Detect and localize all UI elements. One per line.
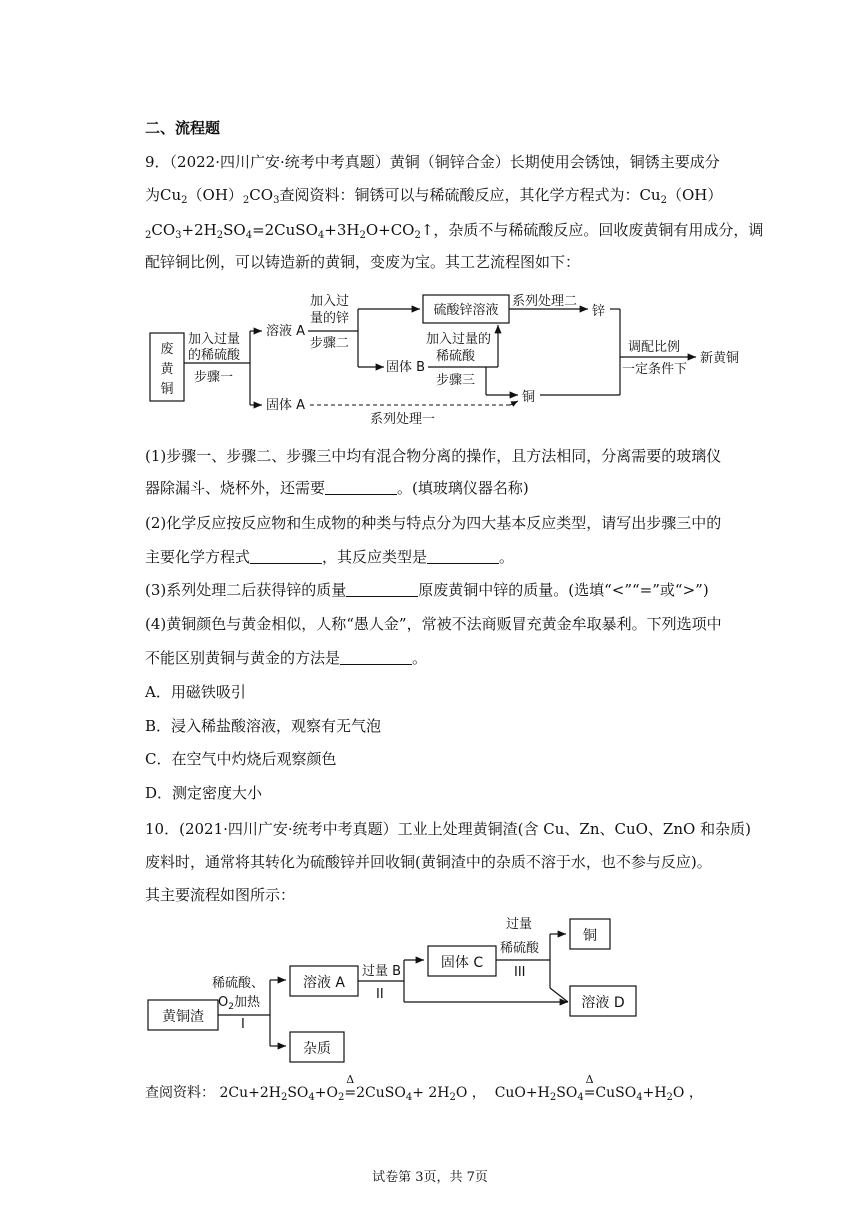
q10-line3: 其主要流程如图所示： [145,886,296,904]
excess-label: 过量 [506,917,533,932]
section-title: 二、流程题 [145,119,221,137]
series2-label: 系列处理二 [512,294,578,309]
step1-label: 步骤一 [194,370,234,385]
step-ii-label: II [376,987,384,1002]
znso4-label: 硫酸锌溶液 [433,303,499,318]
answer-blank[interactable] [427,549,499,564]
reference-equations: 查阅资料： $2Cu+2H_2SO_4+O_2$ Δ =2CuSO$_4$+ $2H_2O$ ， $CuO+H_2SO_4$ Δ $=CuSO_4+H_2O$ ， [145,1073,703,1103]
q9-sub2-line2: 主要化学方程式 ，其反应类型是 。 [145,548,515,566]
q10-solution-a-label: 溶液 A [302,975,346,991]
option-c[interactable]: C．在空气中灼烧后观察颜色 [145,750,337,768]
excess-b-label: 过量 B [362,964,402,979]
q9-sub3: (3)系列处理二后获得锌的质量 原废黄铜中锌的质量。(选填“<”“=”或“>”) [145,581,709,599]
q10-flow-diagram [140,908,660,1068]
series1-label: 系列处理一 [370,412,436,427]
impurity-label: 杂质 [303,1041,331,1057]
q9-flow-diagram [140,285,760,435]
option-b[interactable]: B．浸入稀盐酸溶液，观察有无气泡 [145,717,382,735]
answer-blank[interactable] [325,480,397,495]
add-acid-label-2: 的稀硫酸 [188,348,241,363]
add-acid3-label-1: 加入过量的 [426,332,492,347]
dil-acid-label: 稀硫酸、 [212,976,265,991]
q10-line1: 10．(2021·四川广安·统考中考真题）工业上处理黄铜渣(含 Cu、Zn、CuO、ZnO 和杂质) [145,820,751,838]
step-iii-label: III [514,965,526,980]
q9-sub4-line1: (4)黄铜颜色与黄金相似，人称“愚人金”，常被不法商贩冒充黄金牟取暴利。下列选项中 [145,615,722,633]
add-zinc-label-2: 量的锌 [310,311,350,326]
o2-heat-label: $O_2$加热 [218,995,260,1012]
option-d[interactable]: D．测定密度大小 [145,784,263,802]
q9-line1: 9．（2022·四川广安·统考中考真题）黄铜（铜锌合金）长期使用会锈蚀，铜锈主要成分 [145,153,720,171]
brass-slag-label: 黄铜渣 [162,1009,204,1025]
adjust-label-1: 调配比例 [628,340,681,355]
waste-char-3: 铜 [160,382,174,397]
step-i-label: I [241,1017,245,1032]
q9-sub4-line2: 不能区别黄铜与黄金的方法是 。 [145,649,428,667]
add-acid-label-1: 加入过量 [188,332,241,347]
zinc-label: 锌 [592,304,606,319]
step3-label: 步骤三 [436,373,476,388]
add-zinc-label-1: 加入过 [310,294,350,309]
q9-line4: 配锌铜比例，可以铸造新的黄铜，变废为宝。其工艺流程图如下： [145,253,581,271]
solid-a-label: 固体 A [266,398,306,413]
q9-sub1-line2: 器除漏斗、烧杯外，还需要 。(填玻璃仪器名称) [145,479,529,497]
waste-char-1: 废 [160,342,174,357]
q9-line2: 为$Cu_2(OH)_2CO_3$查阅资料：铜锈可以与稀硫酸反应，其化学方程式为：$Cu_2(OH)$ [145,186,723,206]
q9-sub2-line1: (2)化学反应按反应物和生成物的种类与特点分为四大基本反应类型，请写出步骤三中的 [145,514,722,532]
page-footer: 试卷第 3页，共 7页 [372,1170,488,1185]
step2-label: 步骤二 [310,336,350,351]
add-acid3-label-2: 稀硫酸 [436,349,476,364]
answer-blank[interactable] [340,650,412,665]
option-a[interactable]: A．用磁铁吸引 [145,683,246,701]
dil-acid2-label: 稀硫酸 [500,941,540,956]
q10-line2: 废料时，通常将其转化为硫酸锌并回收铜(黄铜渣中的杂质不溶于水，也不参与反应)。 [145,853,712,871]
q10-copper-label: 铜 [583,928,597,944]
solution-d-label: 溶液 D [581,995,625,1011]
answer-blank[interactable] [250,549,322,564]
solution-a-label: 溶液 A [266,324,306,339]
q9-line3: $_2CO_3+2H_2SO_4=2CuSO_4+3H_2O+CO_2↑$，杂质不与稀硫酸反应。回收废黄铜有用成分，调 [145,221,764,241]
copper-label: 铜 [522,390,536,405]
waste-char-2: 黄 [160,362,174,377]
solid-b-label: 固体 B [386,360,426,375]
adjust-label-2: 一定条件下 [622,362,688,377]
solid-c-label: 固体 C [440,955,484,971]
q9-sub1-line1: (1)步骤一、步骤二、步骤三中均有混合物分离的操作，且方法相同，分离需要的玻璃仪 [145,447,722,465]
answer-blank[interactable] [346,582,418,597]
new-brass-label: 新黄铜 [700,351,740,366]
